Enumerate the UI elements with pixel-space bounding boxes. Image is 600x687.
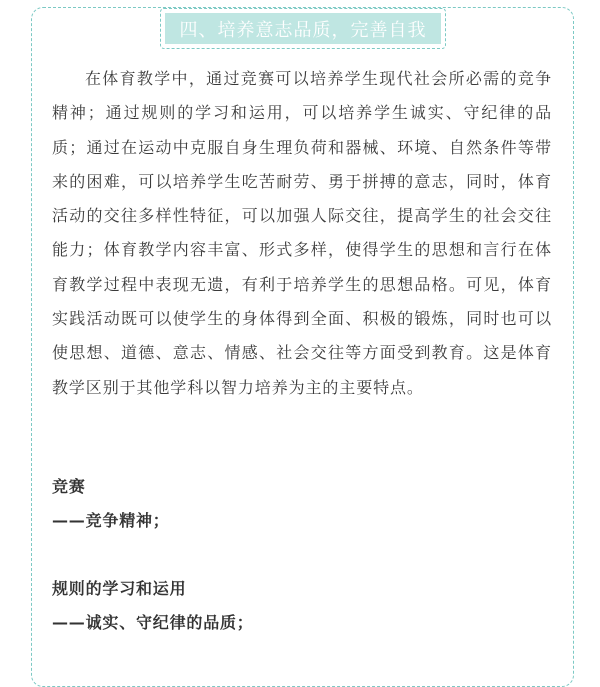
point-detail: ——竞争精神； (52, 511, 170, 530)
section-title: 四、培养意志品质，完善自我 (165, 13, 441, 44)
body-paragraph: 在体育教学中，通过竞赛可以培养学生现代社会所必需的竞争精神；通过规则的学习和运用，可以培养学生诚实、守纪律的品质；通过在运动中克服自身生理负荷和器械、环境、自然条件等带来的困难，可以培养学生吃苦耐劳、勇于拼搏的意志，同时，体育活动的交往多样性特征，可以加强人际交往，提高学生的社会交往能力；体育教学内容丰富、形式多样，使得学生的思想和言行在体育教学过程中表现无遗，有利于培养学生的思想品格。可见，体育实践活动既可以使学生的身体得到全面、积极的锻炼，同时也可以使思想、道德、意志、情感、社会交往等方面受到教育。这是体育教学区别于其他学科以智力培养为主的主要特点。 (52, 69, 552, 397)
point-heading: 竞赛 (52, 477, 86, 496)
point-competition (52, 470, 170, 538)
point-rules (52, 572, 254, 640)
point-heading: 规则的学习和运用 (52, 579, 187, 598)
section-title-frame (160, 8, 446, 49)
point-detail: ——诚实、守纪律的品质； (52, 613, 254, 632)
